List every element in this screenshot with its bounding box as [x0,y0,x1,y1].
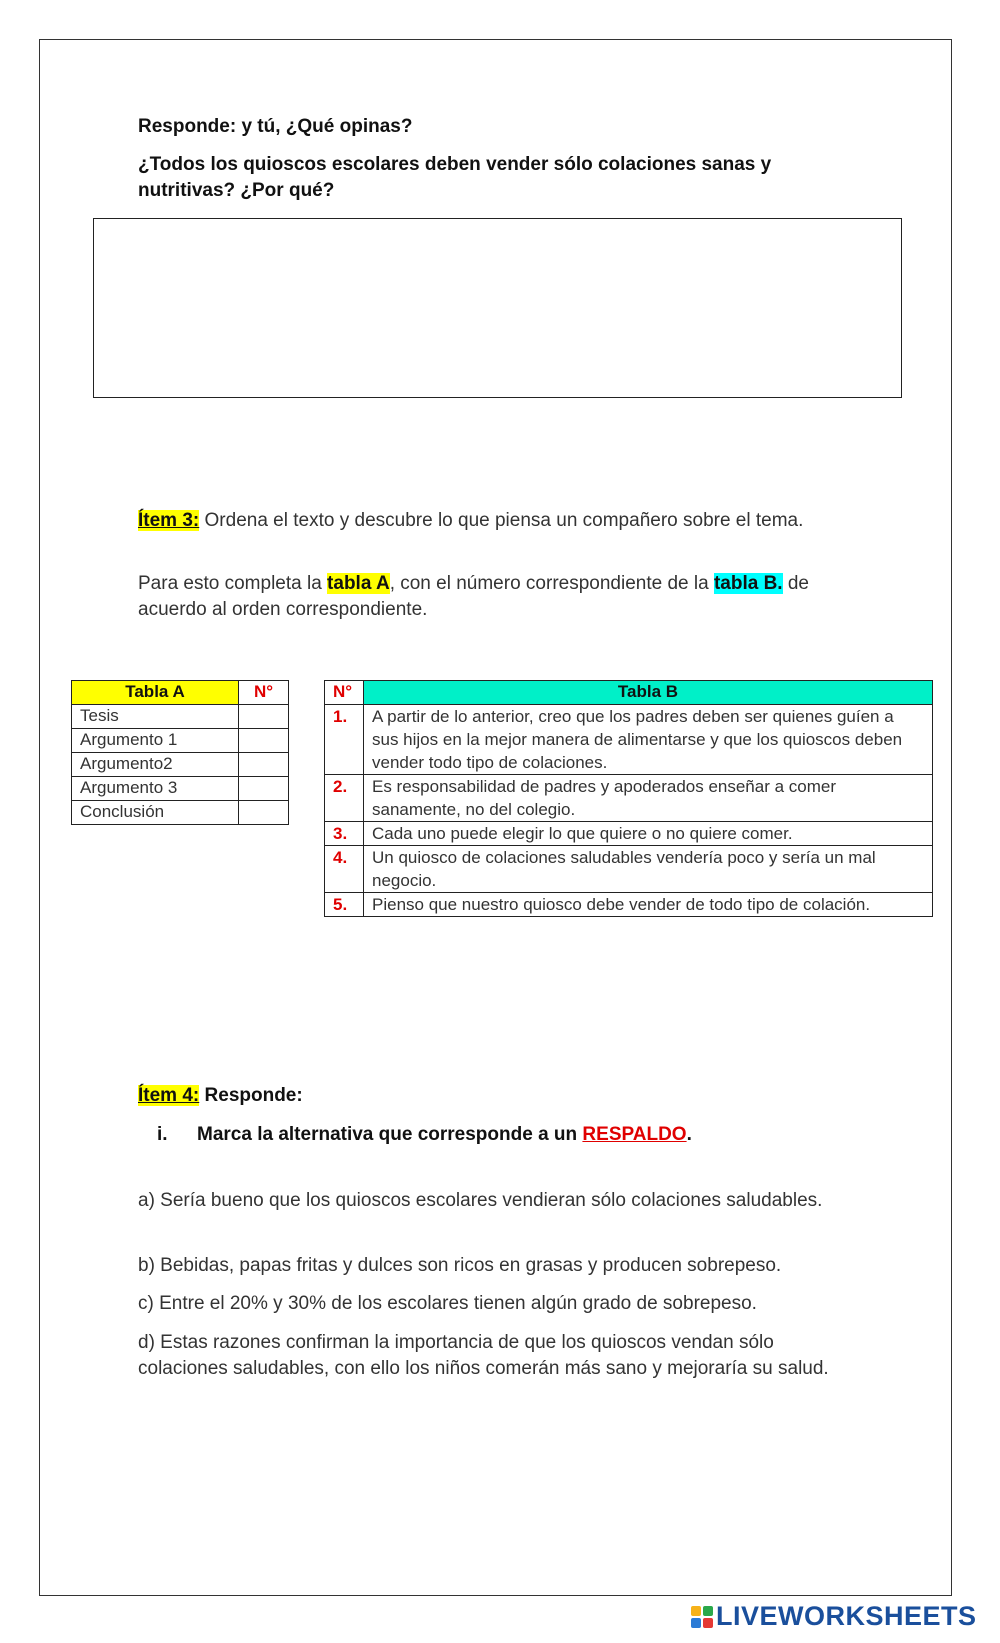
item3-label: Ítem 3: [138,510,200,531]
item4-subquestion [157,1124,692,1146]
logo-text: LIVEWORKSHEETS [716,1601,977,1631]
table-row [325,705,933,775]
item3-text2c: de acuerdo al orden correspondiente. [138,573,809,620]
tabla-b-header [325,681,933,705]
item4-label: Ítem 4: [138,1085,200,1106]
tabla-a-num-header: N° [239,681,289,705]
option-c[interactable]: c) Entre el 20% y 30% de los escolares tienen algún grado de sobrepeso. [138,1293,757,1314]
tabla-b-num-header: N° [325,681,364,705]
tabla-a-ref: tabla A [327,573,390,594]
option-d[interactable]: d) Estas razones confirman la importancia de que los quioscos vendan sólo colaciones saludables, con ello los niños comerán más sano y mejoraría su salud. [138,1332,829,1379]
tabla-b-num: 1. [325,705,364,775]
tabla-a-answer-cell[interactable] [239,777,289,801]
table-row [325,775,933,822]
logo-blocks-icon [691,1606,713,1628]
tabla-a-label: Argumento 1 [72,729,239,753]
tabla-b-text: Pienso que nuestro quiosco debe vender de todo tipo de colación. [364,893,933,917]
respaldo-keyword: RESPALDO [582,1124,687,1145]
liveworksheets-logo [691,1601,977,1632]
tabla-b-num: 4. [325,846,364,893]
tabla-a-label: Conclusión [72,801,239,825]
answer-textbox[interactable] [93,218,902,398]
logo-block [691,1606,701,1616]
tabla-b [324,680,933,917]
tabla-b-text: A partir de lo anterior, creo que los padres deben ser quienes guíen a sus hijos en la mejor manera de alimentarse y que los quioscos deben vender todo tipo de colaciones. [364,705,933,775]
option-a[interactable]: a) Sería bueno que los quioscos escolares vendieran sólo colaciones saludables. [138,1190,823,1211]
tabla-b-num: 5. [325,893,364,917]
question-text: ¿Todos los quioscos escolares deben vender sólo colaciones sanas y nutritivas? ¿Por qué? [138,154,772,201]
tabla-a-answer-cell[interactable] [239,801,289,825]
tabla-b-text: Un quiosco de colaciones saludables vendería poco y sería un mal negocio. [364,846,933,893]
logo-block [691,1618,701,1628]
table-row [72,777,289,801]
table-row [325,822,933,846]
tabla-a-answer-cell[interactable] [239,753,289,777]
table-row [72,705,289,729]
table-row [72,753,289,777]
logo-block [703,1606,713,1616]
item4-sub-end: . [686,1124,692,1145]
tabla-a-title: Tabla A [72,681,239,705]
logo-block [703,1618,713,1628]
table-row [325,893,933,917]
question-title: Responde: y tú, ¿Qué opinas? [138,116,413,137]
tabla-a-label: Argumento 3 [72,777,239,801]
tabla-b-text: Es responsabilidad de padres y apoderados enseñar a comer sanamente, no del colegio. [364,775,933,822]
item3-text2a: Para esto completa la [138,573,328,594]
item3-instruction [138,508,858,534]
item4-sub-text: Marca la alternativa que corresponde a un [197,1124,583,1145]
item3-text: Ordena el texto y descubre lo que piensa un compañero sobre el tema. [199,510,804,531]
option-b[interactable]: b) Bebidas, papas fritas y dulces son ricos en grasas y producen sobrepeso. [138,1255,782,1276]
tabla-a-label: Tesis [72,705,239,729]
table-row [72,801,289,825]
tabla-a-header [72,681,289,705]
item4-heading [138,1085,858,1107]
tabla-b-ref: tabla B. [713,573,783,594]
tabla-b-num: 2. [325,775,364,822]
item4-sub-num: i. [157,1124,168,1145]
table-row [72,729,289,753]
tabla-a-answer-cell[interactable] [239,729,289,753]
tabla-b-text: Cada uno puede elegir lo que quiere o no quiere comer. [364,822,933,846]
table-row [325,846,933,893]
item4-text: Responde: [199,1085,303,1106]
item3-text2b: , con el número correspondiente de la [389,573,714,594]
item3-instruction-2 [138,571,858,623]
tabla-b-num: 3. [325,822,364,846]
tabla-a [71,680,289,825]
tabla-a-answer-cell[interactable] [239,705,289,729]
tabla-a-label: Argumento2 [72,753,239,777]
tabla-b-title: Tabla B [364,681,933,705]
